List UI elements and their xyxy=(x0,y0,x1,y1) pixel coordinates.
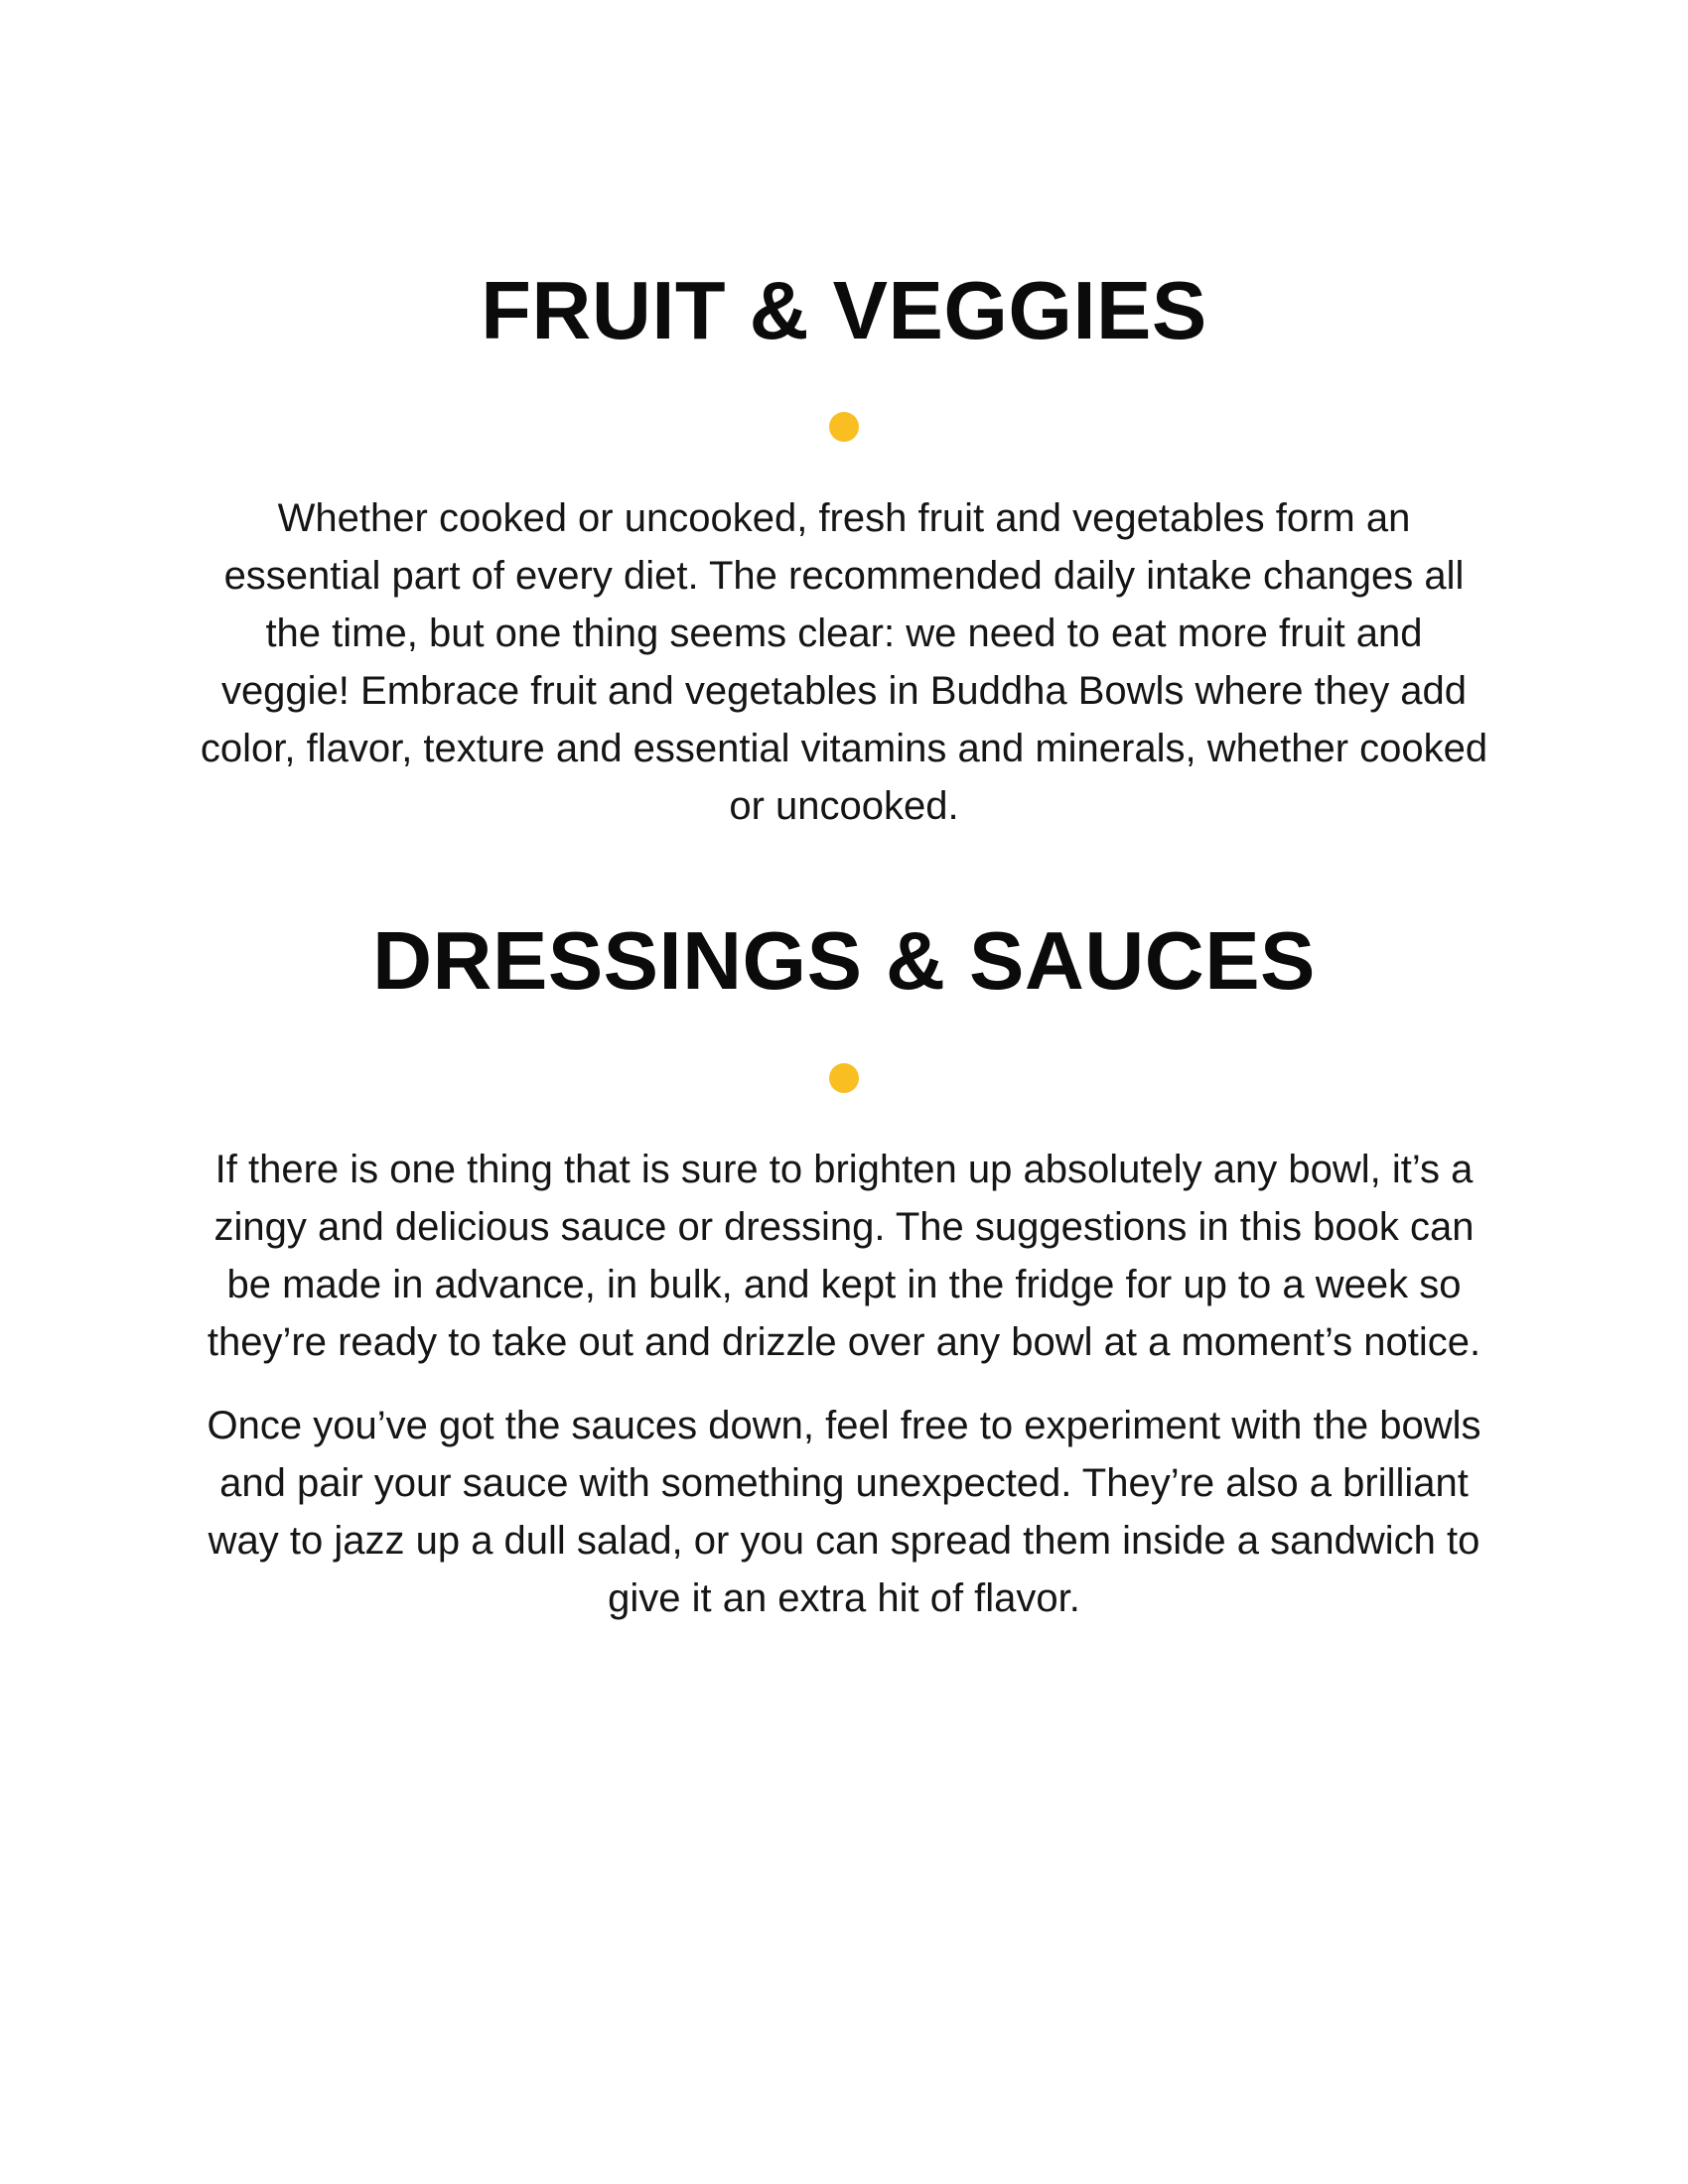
section-paragraph: Once you’ve got the sauces down, feel free to experiment with the bowls and pair your sauce with something unexpected. They’re also a brilliant way to jazz up a dull salad, or you can spread them inside a sandwich to give it an extra hit of flavor. xyxy=(207,1404,1481,1620)
accent-dot-icon xyxy=(829,1063,859,1093)
accent-dot-icon xyxy=(829,412,859,442)
section-heading: FRUIT & VEGGIES xyxy=(481,264,1207,356)
section-fruit-veggies xyxy=(199,263,1489,835)
section-heading: DRESSINGS & SAUCES xyxy=(372,914,1316,1007)
section-paragraph: If there is one thing that is sure to brighten up absolutely any bowl, it’s a zingy and delicious sauce or dressing. The suggestions in this book can be made in advance, in bulk, and kept in the fridge for up to a week so they’re ready to take out and drizzle over any bowl at a moment’s notice. xyxy=(207,1148,1481,1364)
section-dressings-sauces xyxy=(199,913,1489,1627)
section-paragraph: Whether cooked or uncooked, fresh fruit and vegetables form an essential part of every diet. The recommended daily intake changes all the time, but one thing seems clear: we need to eat more fruit and veggie! Embrace fruit and vegetables in Buddha Bowls where they add color, flavor, texture and essential vitamins and minerals, whether cooked or uncooked. xyxy=(200,496,1488,828)
